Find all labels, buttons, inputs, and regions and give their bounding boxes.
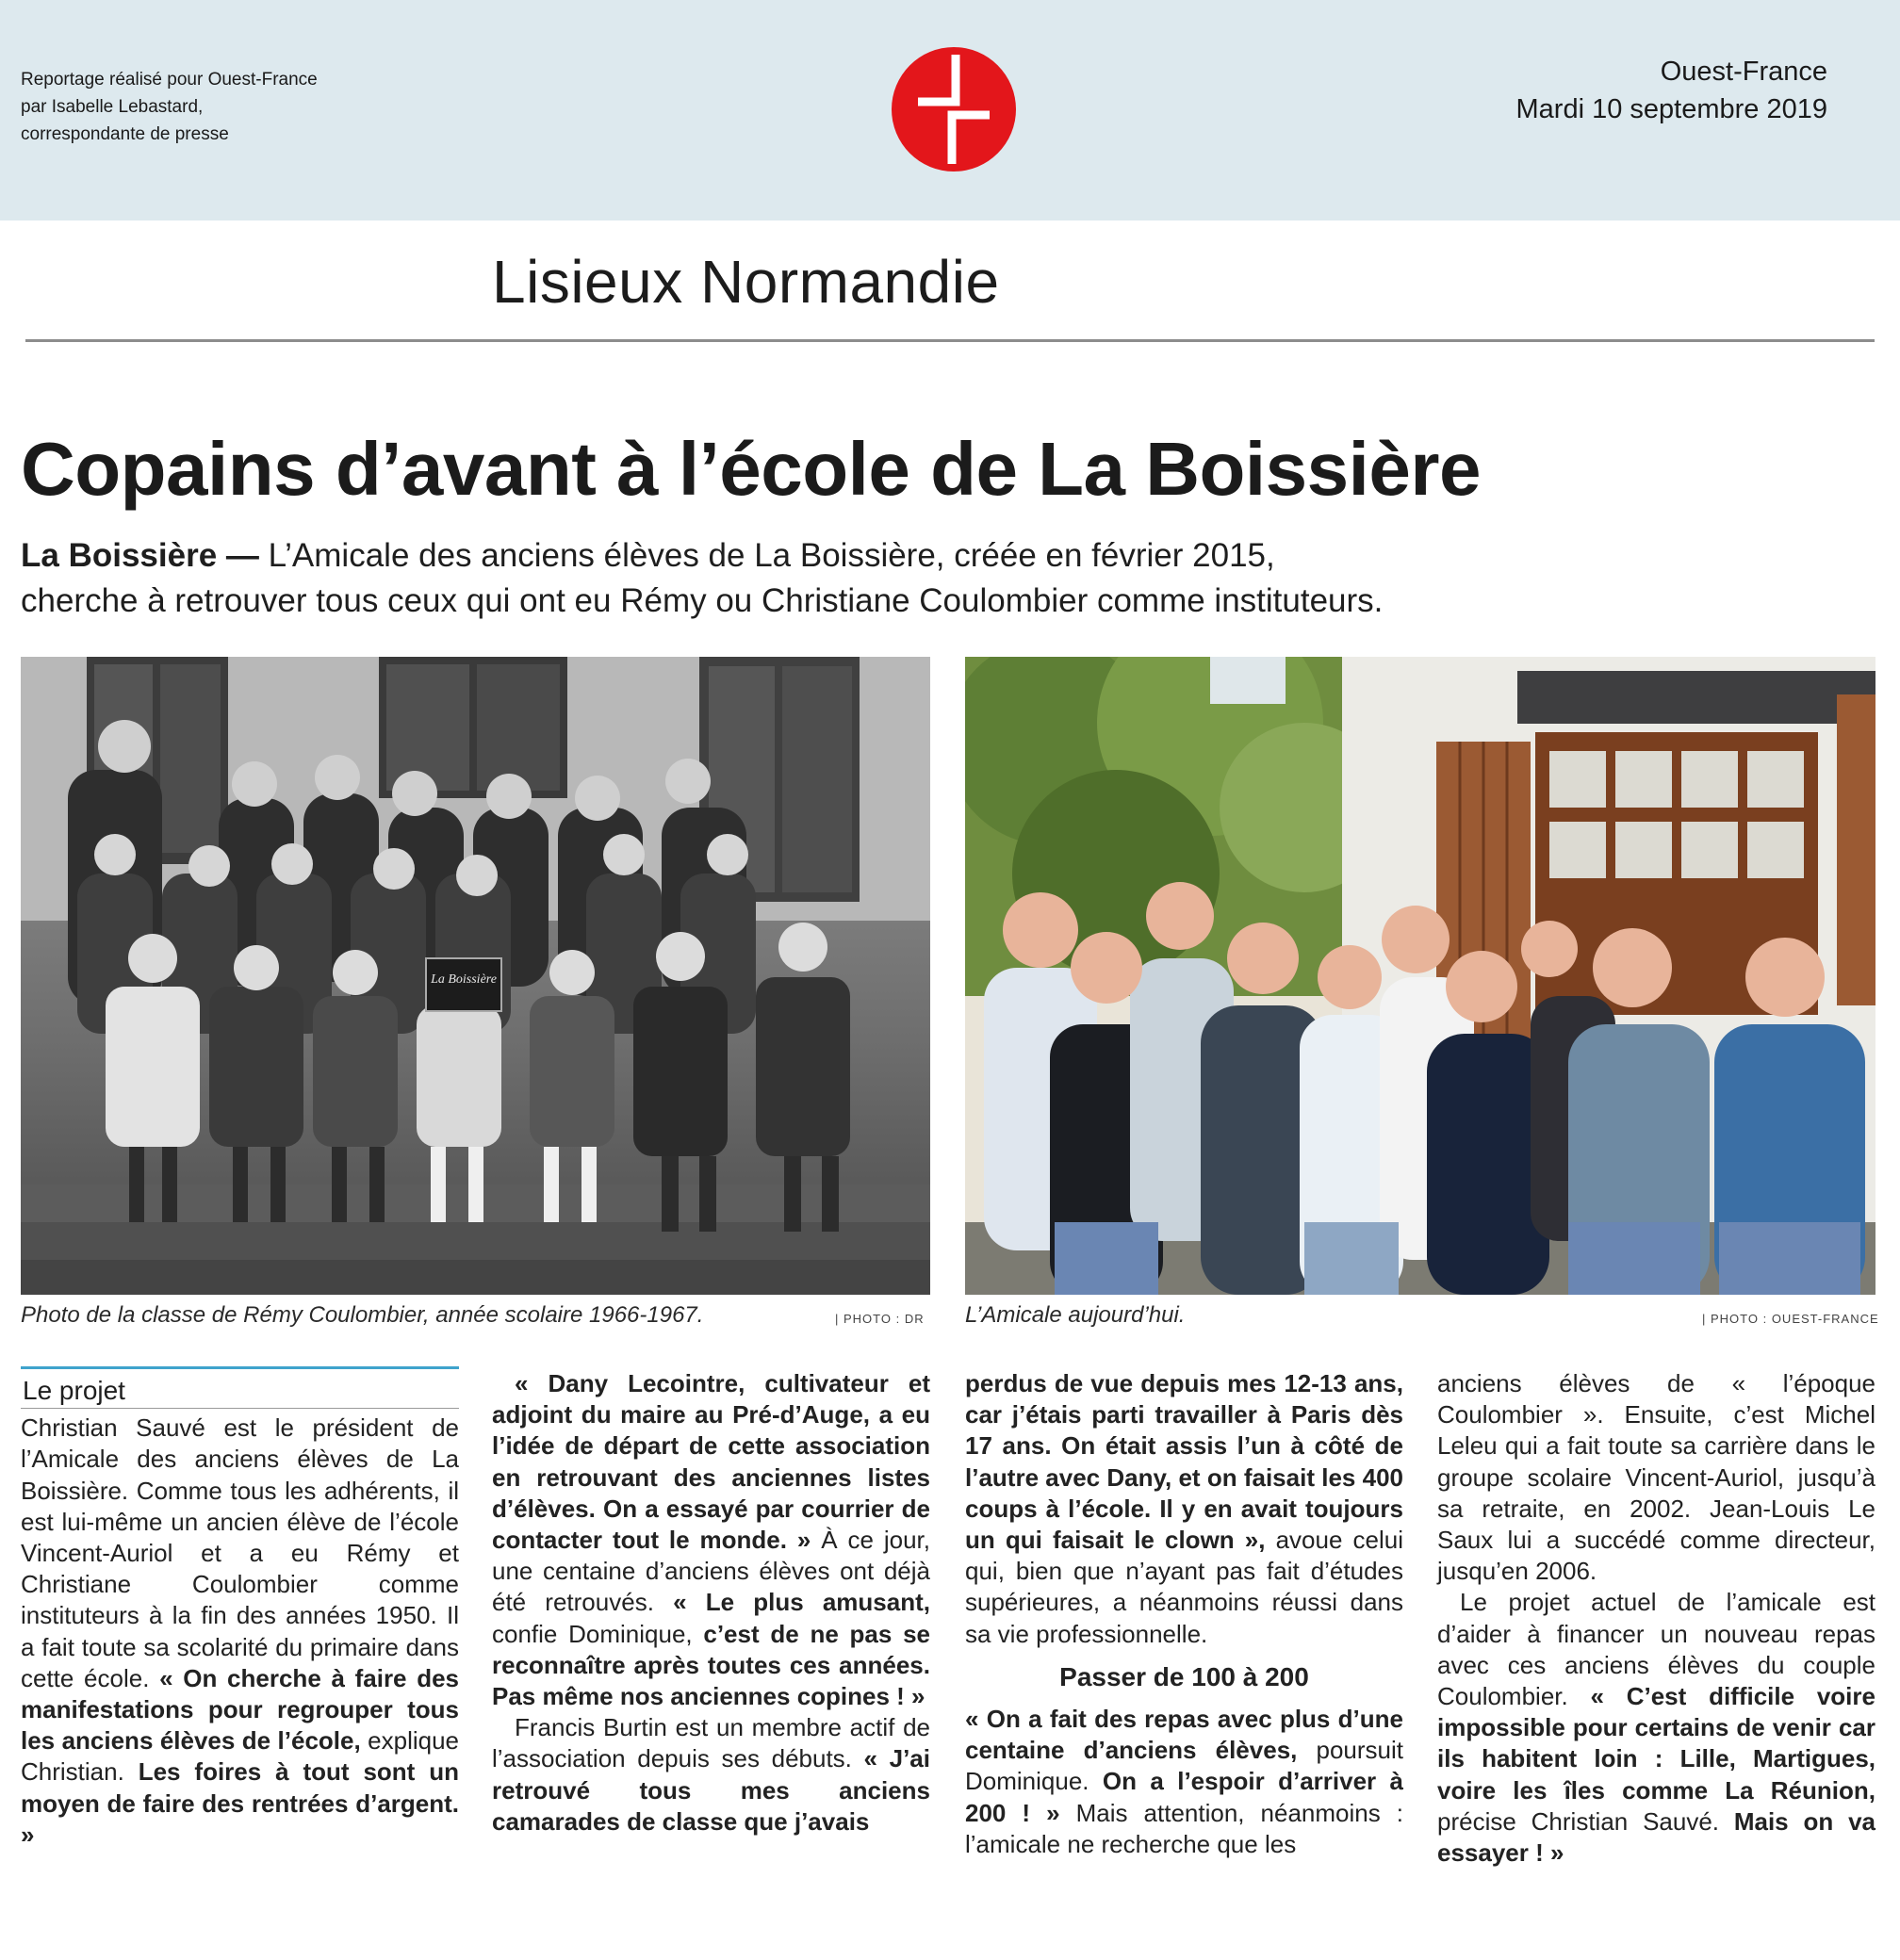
body-text: Mais attention, néanmoins : l’amicale ne recherche que les [965,1798,1403,1858]
quote-text: « Dany Lecointre, cultivateur et adjoint du maire au Pré-d’Auge, a eu l’idée de départ de cette association en retrouvant des anciennes listes d’élèves. On a essayé par courrier de contacter tout le monde. » [492,1369,930,1555]
credit-line: par Isabelle Lebastard, [21,97,204,117]
body-text: explique Christian. [21,1726,460,1787]
body-text: Le projet actuel de l’amicale est d’aider à financer un nouveau repas avec ces anciens élèves du couple Coulombier. [1437,1588,1875,1711]
article-column-1 [21,1366,459,1851]
section-title: Le projet [21,1366,459,1409]
article-column-4 [1437,1368,1875,1869]
body-text: À ce jour, une centaine d’anciens élèves ont déjà été retrouvés. [492,1526,930,1617]
class-photo-1966 [21,657,930,1295]
publication-date: Mardi 10 septembre 2019 [1515,94,1827,124]
rubric-divider [25,339,1875,342]
subheading: Passer de 100 à 200 [1059,1661,1309,1691]
article-column-2 [492,1368,930,1838]
headline: Copains d’avant à l’école de La Boissière [21,427,1481,511]
credit-line: Reportage réalisé pour Ouest-France [21,70,318,90]
standfirst [21,533,1868,624]
photo-2-credit: | PHOTO : OUEST-FRANCE [1702,1312,1879,1326]
quote-text: « C’est difficile voire impossible pour certains de venir car ils habitent loin : Lille, Martigues, voire les îles comme La Réunion, [1437,1682,1875,1805]
standfirst-line-1: L’Amicale des anciens élèves de La Boissière, créée en février 2015, [258,537,1275,574]
body-text: précise Christian Sauvé. [1437,1806,1734,1836]
credit-line: correspondante de presse [21,124,229,144]
body-text: avoue celui qui, bien que n’ayant pas fait d’études supérieures, a néanmoins réussi dans sa vie professionnelle. [965,1526,1403,1648]
body-text: confie Dominique, [492,1619,704,1648]
quote-text: Mais on va essayer ! » [1437,1806,1875,1868]
article-column-3 [965,1368,1403,1860]
paragraph [1437,1587,1875,1869]
quote-text: c’est de ne pas se reconnaître après toutes ces années. Pas même nos anciennes copines ! » [492,1619,930,1711]
paragraph [21,1413,459,1851]
quote-text: « Le plus amusant, [673,1588,930,1617]
quote-text: « J’ai retrouvé tous mes anciens camarades de classe que j’avais [492,1744,930,1836]
slate-sign-text: La Boissière [431,972,497,987]
quote-text: « On cherche à faire des manifestations pour regrouper tous les anciens élèves de l’école, [21,1663,459,1756]
publication-info [1516,53,1827,128]
body-text: Francis Burtin est un membre actif de l’association depuis ses débuts. [492,1713,930,1773]
quote-text: perdus de vue depuis mes 12-13 ans, car j’étais parti travailler à Paris dès 17 ans. On était assis l’un à côté de l’autre avec Dany, et on faisait les 400 coups à l’école. Il y en avait toujours un qui faisait le clown », [965,1369,1403,1555]
paragraph [1437,1368,1875,1587]
photo-1-caption: Photo de la classe de Rémy Coulombier, année scolaire 1966-1967. [21,1302,704,1328]
body-text: Christian Sauvé est le président de l’Amicale des anciens élèves de La Boissière. Comme tous les adhérents, il est lui-même un ancien élève de l’école Vincent-Auriol et a eu Rémy et Christiane Coulombier comme instituteurs à la fin des années 1950. Il a fait toute sa scolarité du primaire dans cette école. [21,1413,459,1692]
body-text: poursuit Dominique. [965,1736,1403,1796]
quote-text: Les foires à tout sont un moyen de faire des rentrées d’argent. » [21,1757,459,1849]
paragraph [492,1712,930,1838]
paragraph [492,1368,930,1712]
paragraph [965,1368,1403,1650]
photo-1-credit: | PHOTO : DR [835,1312,925,1326]
paragraph [965,1704,1403,1860]
section-rubric: Lisieux Normandie [492,248,1000,316]
publication-name: Ouest-France [1660,57,1827,87]
amicale-group-photo [965,657,1875,1295]
dateline: La Boissière — [21,537,259,574]
quote-text: On a l’espoir d’arriver à 200 ! » [965,1767,1403,1827]
body-text: anciens élèves de « l’époque Coulombier ». Ensuite, c’est Michel Leleu qui a fait toute sa carrière dans le groupe scolaire Vincent-Auriol, jusqu’à sa retraite, en 2002. Jean-Louis Le Saux lui a succédé comme directeur, jusqu’en 2006. [1437,1369,1875,1586]
ouest-france-logo-icon [890,45,1018,173]
reporter-credit [21,66,417,148]
standfirst-line-2: cherche à retrouver tous ceux qui ont eu Rémy ou Christiane Coulombier comme instituteurs. [21,582,1384,619]
photo-2-caption: L’Amicale aujourd’hui. [965,1302,1186,1328]
quote-text: « On a fait des repas avec plus d’une centaine d’anciens élèves, [965,1705,1403,1765]
